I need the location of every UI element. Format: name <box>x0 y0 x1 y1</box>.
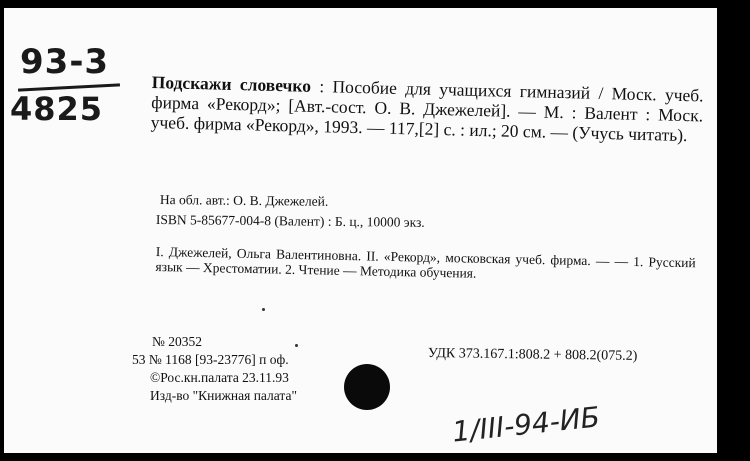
call-number-bottom: 4825 <box>10 90 104 128</box>
handwritten-date: 1/III-94-ИБ <box>450 400 602 449</box>
publisher-line: Изд-во "Книжная палата" <box>150 388 297 403</box>
ink-blot <box>344 364 390 410</box>
book-title: Подскажи словечко <box>151 72 312 96</box>
bibliographic-description <box>151 72 704 145</box>
call-number-top: 93-3 <box>20 42 110 82</box>
description-text: : Пособие для учащихся гимназий / Моск. учеб. фирма «Рекорд»; [Авт.-сост. О. В. Джежелей]. — М. : Валент : Моск. учеб. фирма «Рекорд», 1993. — 117,[2] с. : ил.; 20 см. — (Учусь читать). <box>150 75 704 146</box>
order-line: 53 № 1168 [93-23776] п оф. <box>132 352 289 367</box>
udc-classification: УДК 373.167.1:808.2 + 808.2(075.2) <box>427 346 638 364</box>
speck <box>262 308 265 311</box>
catalog-card <box>4 8 717 453</box>
author-note: На обл. авт.: О. В. Джежелей. <box>159 192 329 209</box>
speck <box>295 344 298 347</box>
isbn-line: ISBN 5-85677-004-8 (Валент) : Б. ц., 10000 экз. <box>155 212 425 230</box>
tracings: I. Джежелей, Ольга Валентиновна. II. «Рекорд», московская учеб. фирма. — — 1. Русский язык — Хрестоматии. 2. Чтение — Методика обучения. <box>155 244 696 281</box>
card-number: № 20352 <box>152 334 203 349</box>
chamber-line: ©Рос.кн.палата 23.11.93 <box>150 370 289 385</box>
